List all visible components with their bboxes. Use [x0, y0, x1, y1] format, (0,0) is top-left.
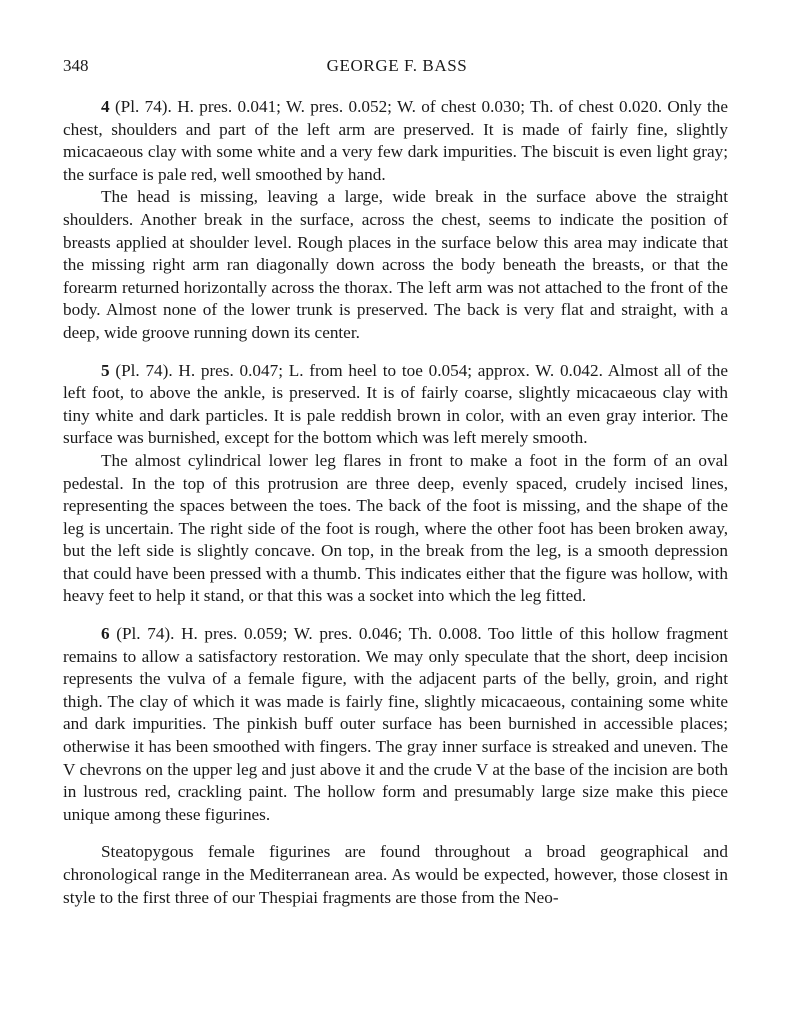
running-head: GEORGE F. BASS — [326, 56, 468, 75]
plate-reference: (Pl. 74). — [116, 624, 175, 644]
body-text — [63, 96, 728, 909]
entry-text: H. pres. 0.059; W. pres. 0.046; Th. 0.008. Too little of this hollow fragment remains to allow a satisfactory restoration. We may only speculate that the short, deep incision represents the vulva of a female figure, with the adjacent parts of the belly, groin, and right thigh. The clay of which it was made is fairly fine, slightly micacaeous, containing some white and dark impurities. The pinkish buff outer surface has been burnished in accessible places; otherwise it has been smoothed with fingers. The gray inner surface is streaked and uneven. The V chevrons on the upper leg and just above it and the crude V at the base of the incision are both in lustrous red, crackling paint. The hollow form and presumably large size make this piece unique among these figurines. — [63, 624, 729, 824]
plate-reference: (Pl. 74). — [115, 360, 173, 380]
entry-number: 6 — [101, 624, 110, 644]
entry-text: H. pres. 0.047; L. from heel to toe 0.054; approx. W. 0.042. Almost all of the left foot, to above the ankle, is preserved. It is of fairly coarse, slightly micacaeous clay with tiny white and dark particles. It is pale reddish brown in color, with an even gray interior. The surface was burnished, except for the bottom which was left merely smooth. — [63, 360, 729, 448]
entry-4-paragraph-1 — [63, 96, 728, 186]
page-header — [63, 56, 731, 84]
entry-4-paragraph-2: The head is missing, leaving a large, wide break in the surface above the straight shoulders. Another break in the surface, across the chest, seems to indicate the position of breasts applied at shoulder level. Rough places in the surface below this area may indicate that the missing right arm ran diagonally down across the body beneath the breasts, or that the forearm returned horizontally across the thorax. The left arm was not attached to the front of the body. Almost none of the lower trunk is preserved. The back is very flat and straight, with a deep, wide groove running down its center. — [63, 187, 728, 342]
entry-5-paragraph-2: The almost cylindrical lower leg flares in front to make a foot in the form of an oval pedestal. In the top of this protrusion are three deep, evenly spaced, crudely incised lines, representing the spaces between the toes. The back of the foot is missing, and the shape of the leg is uncertain. The right side of the foot is rough, where the other foot has been broken away, but the left side is slightly concave. On top, in the break from the leg, is a smooth depression that could have been pressed with a thumb. This indicates either that the figure was hollow, with heavy feet to help it stand, or that this was a socket into which the leg fitted. — [63, 450, 728, 606]
entry-6-paragraph-1 — [63, 623, 728, 826]
closing-paragraph: Steatopygous female figurines are found throughout a broad geographical and chronological range in the Mediterranean area. As would be expected, however, those closest in style to the first three of our Thespiai fragments are those from the Neo- — [63, 842, 728, 907]
page-number: 348 — [63, 56, 89, 75]
entry-number: 5 — [101, 360, 110, 380]
entry-number: 4 — [101, 97, 110, 116]
entry-text: H. pres. 0.041; W. pres. 0.052; W. of chest 0.030; Th. of chest 0.020. Only the chest, shoulders and part of the left arm are preserved. It is made of fairly fine, slightly micacaeous clay with some white and a very few dark impurities. The biscuit is even light gray; the surface is pale red, well smoothed by hand. — [63, 97, 729, 184]
entry-5-paragraph-1 — [63, 360, 728, 450]
plate-reference: (Pl. 74). — [114, 97, 172, 116]
